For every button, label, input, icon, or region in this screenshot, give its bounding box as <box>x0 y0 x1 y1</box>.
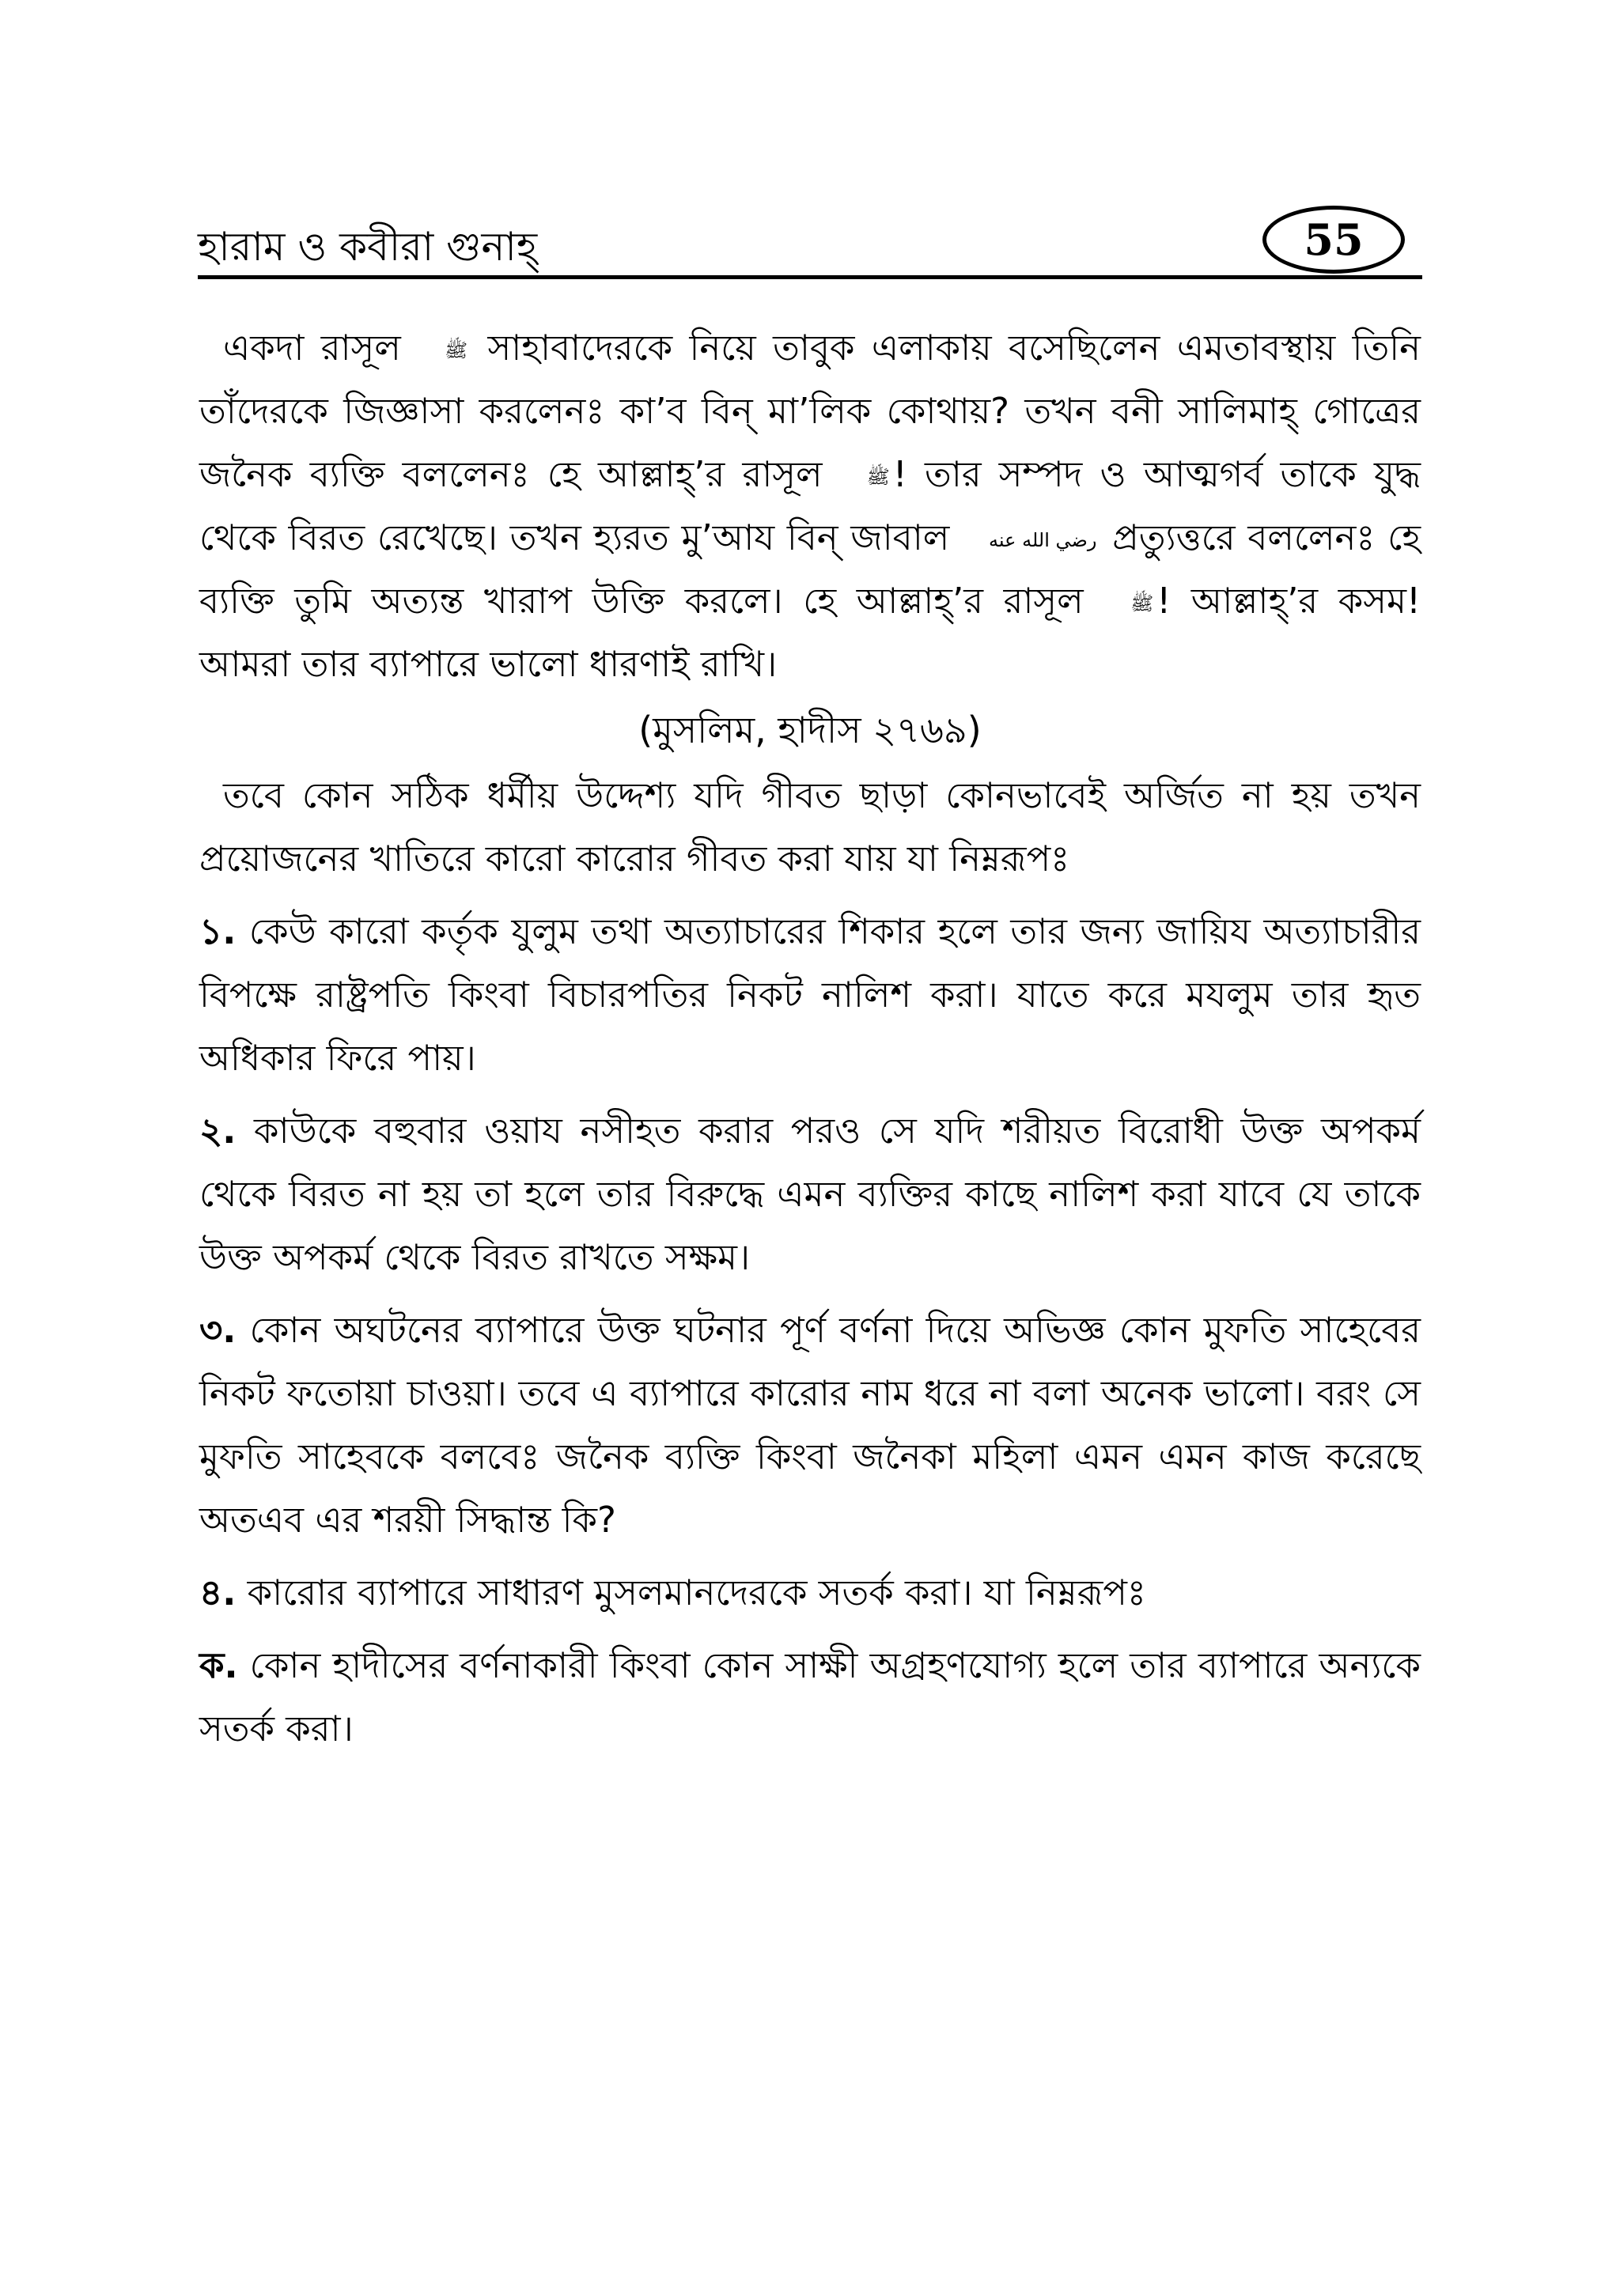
salawat-honorific-icon: ﷺ <box>1130 592 1154 615</box>
salawat-honorific-icon: ﷺ <box>445 339 468 361</box>
running-title: হারাম ও কবীরা গুনাহ্ <box>198 224 538 270</box>
paragraph-text: প্রত্যুত্তরে বললেনঃ হে ব্যক্তি তুমি অত্যন্ত খারাপ উক্তি করলে। হে আল্লাহ্’র রাসূল <box>199 516 1421 622</box>
paragraph-text: সাহাবাদেরকে নিয়ে তাবুক এলাকায় বসেছিলেন এমতাবস্থায় তিনি তাঁদেরকে জিজ্ঞাসা করলেনঃ কা’ব বিন্ মা’লিক কোথায়? তখন বনী সালিমাহ্ গোত্রের জনৈক ব্যক্তি বললেনঃ হে আল্লাহ্’র রাসূল <box>199 327 1421 495</box>
header-divider <box>198 275 1422 279</box>
list-item <box>199 1299 1421 1552</box>
hadith-paragraph <box>199 316 1421 696</box>
radiallahu-honorific-icon: رضي الله عنه <box>989 529 1097 551</box>
list-item-number: ক. <box>199 1644 238 1686</box>
page-body <box>199 316 1421 1761</box>
list-item-text: কারোর ব্যাপারে সাধারণ মুসলমানদেরকে সতর্ক করা। যা নিম্নরূপঃ <box>236 1572 1146 1613</box>
list-item <box>199 1099 1421 1289</box>
list-item-text: কেউ কারো কর্তৃক যুলুম তথা অত্যাচারের শিকার হলে তার জন্য জায়িয অত্যাচারীর বিপক্ষে রাষ্ট্রপতি কিংবা বিচারপতির নিকট নালিশ করা। যাতে করে মযলুম তার হৃত অধিকার ফিরে পায়। <box>199 910 1421 1079</box>
list-item-text: কোন অঘটনের ব্যাপারে উক্ত ঘটনার পূর্ণ বর্ণনা দিয়ে অভিজ্ঞ কোন মুফতি সাহেবের নিকট ফতোয়া চাওয়া। তবে এ ব্যাপারে কারোর নাম ধরে না বলা অনেক ভালো। বরং সে মুফতি সাহেবকে বলবেঃ জনৈক ব্যক্তি কিংবা জনৈকা মহিলা এমন এমন কাজ করেছে অতএব এর শরয়ী সিদ্ধান্ত কি? <box>199 1309 1421 1541</box>
salawat-honorific-icon: ﷺ <box>866 466 890 488</box>
list-item-text: কোন হাদীসের বর্ণনাকারী কিংবা কোন সাক্ষী অগ্রহণযোগ্য হলে তার ব্যাপারে অন্যকে সতর্ক করা। <box>199 1644 1421 1749</box>
list-item-text: কাউকে বহুবার ওয়ায নসীহত করার পরও সে যদি শরীয়ত বিরোধী উক্ত অপকর্ম থেকে বিরত না হয় তা হলে তার বিরুদ্ধে এমন ব্যক্তির কাছে নালিশ করা যাবে যে তাকে উক্ত অপকর্ম থেকে বিরত রাখতে সক্ষম। <box>199 1110 1421 1278</box>
list-item-number: ১. <box>199 910 237 952</box>
list-item-number: ২. <box>199 1110 237 1152</box>
list-item-number: ৩. <box>199 1309 237 1351</box>
paragraph-text: একদা রাসূল <box>223 327 418 369</box>
paragraph-text: ! তার সম্পদ ও আত্মগর্ব তাকে যুদ্ধ থেকে বিরত রেখেছে। তখন হ্যরত মু’আয বিন্ জাবাল <box>199 453 1421 558</box>
list-item <box>199 1561 1421 1625</box>
page-header <box>198 206 1422 285</box>
paragraph-text: ! আল্লাহ্’র কসম! আমরা তার ব্যাপারে ভালো ধারণাই রাখি। <box>199 580 1421 685</box>
hadith-citation: (মুসলিম, হাদীস ২৭৬৯) <box>638 709 982 751</box>
intro-paragraph: তবে কোন সঠিক ধর্মীয় উদ্দেশ্য যদি গীবত ছাড়া কোনভাবেই অর্জিত না হয় তখন প্রয়োজনের খাতিরে কারো কারোর গীবত করা যায় যা নিম্নরূপঃ <box>199 774 1421 879</box>
page-number-badge: 55 <box>1262 206 1405 274</box>
list-item-number: ৪. <box>199 1572 237 1613</box>
list-item <box>199 1634 1421 1761</box>
list-item <box>199 900 1421 1090</box>
